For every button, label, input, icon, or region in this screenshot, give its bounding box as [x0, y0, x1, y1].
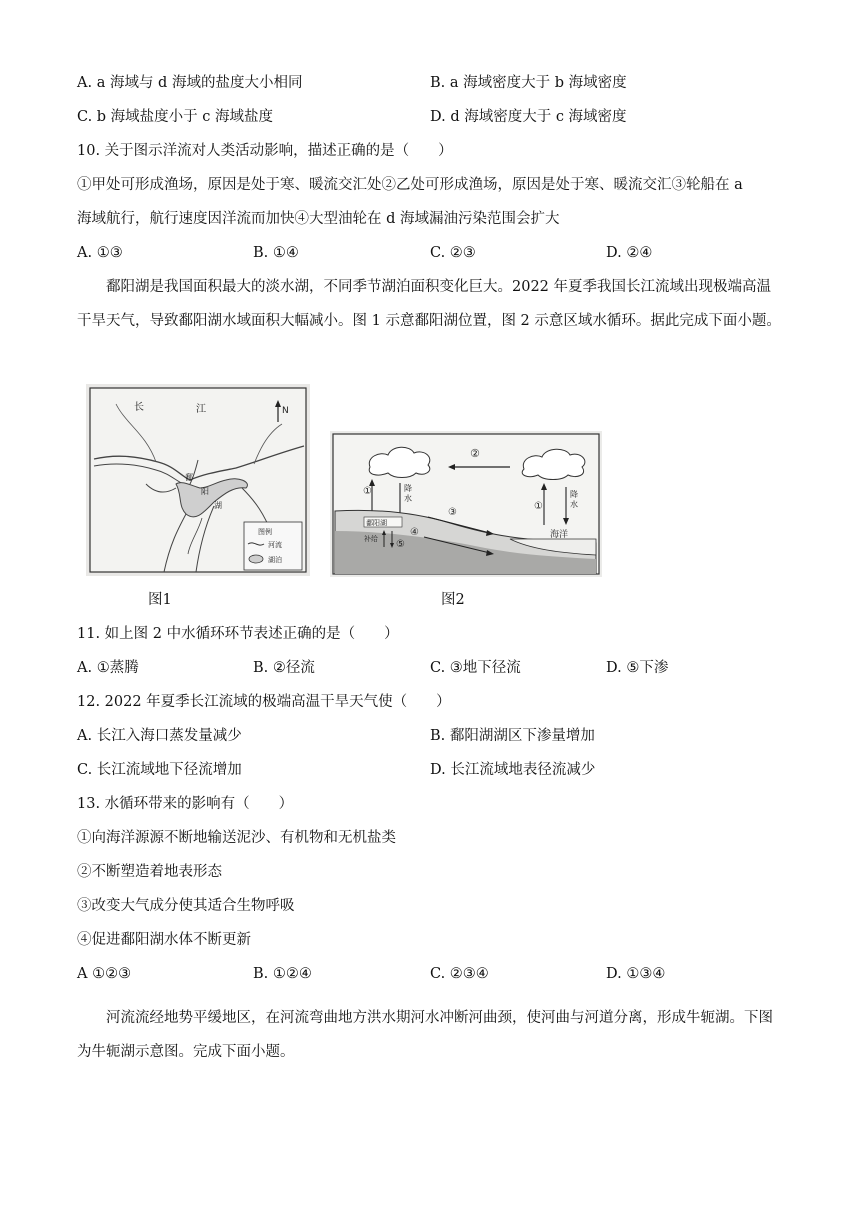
rain-right-1: 降 — [570, 490, 578, 499]
q11-option-a: A. ①蒸腾 — [77, 660, 139, 676]
q9-option-a: A. a 海域与 d 海域的盐度大小相同 — [77, 75, 303, 91]
lake-label-3: 湖 — [214, 501, 222, 510]
figure1-map — [86, 384, 310, 576]
q9-option-c: C. b 海域盐度小于 c 海域盐度 — [77, 109, 274, 125]
q10-stem: 10. 关于图示洋流对人类活动影响，描述正确的是（ ） — [77, 143, 453, 159]
ocean-label: 海洋 — [550, 530, 569, 540]
map-label-jiang: 江 — [196, 404, 206, 415]
label-3: ③ — [448, 507, 457, 518]
passage-oxbow-lake: 河流流经地势平缓地区，在河流弯曲地方洪水期河水冲断河曲颈，使河曲与河道分离，形成牛轭湖。下图为牛轭湖示意图。完成下面小题。 — [77, 1010, 773, 1060]
q10-option-d: D. ②④ — [606, 245, 653, 261]
q9-option-b: B. a 海域密度大于 b 海域密度 — [430, 75, 627, 91]
q10-statements-line1: ①甲处可形成渔场，原因是处于寒、暖流交汇处②乙处可形成渔场，原因是处于寒、暖流交汇③轮船在 a — [77, 177, 743, 193]
water-cycle-diagram — [330, 431, 602, 577]
legend-lake: 湖泊 — [268, 556, 282, 564]
q11-option-d: D. ⑤下渗 — [606, 660, 669, 676]
q12-option-d: D. 长江流域地表径流减少 — [430, 762, 596, 778]
q10-option-a: A. ①③ — [77, 245, 123, 261]
rain-left-2: 水 — [404, 494, 412, 503]
q9-option-d: D. d 海域密度大于 c 海域密度 — [430, 109, 627, 125]
lake-label-1: 鄱 — [185, 473, 193, 482]
q13-statement-3: ③改变大气成分使其适合生物呼吸 — [77, 898, 295, 914]
north-label: N — [282, 406, 289, 416]
label-1-left: ① — [363, 486, 372, 497]
figure1-caption: 图1 — [148, 592, 172, 608]
lake-label-2: 阳 — [201, 487, 209, 496]
label-2: ② — [470, 447, 480, 460]
q13-statement-1: ①向海洋源源不断地输送泥沙、有机物和无机盐类 — [77, 830, 396, 846]
label-1-right: ① — [534, 501, 543, 512]
rain-left-1: 降 — [404, 484, 412, 493]
label-4: ④ — [410, 527, 419, 538]
q11-option-c: C. ③地下径流 — [430, 660, 521, 676]
q12-option-a: A. 长江入海口蒸发量减少 — [77, 728, 242, 744]
figure2-caption: 图2 — [441, 592, 465, 608]
lake-label: 鄱阳湖 — [366, 519, 387, 527]
q12-stem: 12. 2022 年夏季长江流域的极端高温干旱天气使（ ） — [77, 694, 451, 710]
legend-river: 河流 — [268, 541, 282, 549]
q13-option-c: C. ②③④ — [430, 966, 489, 982]
passage-poyang: 鄱阳湖是我国面积最大的淡水湖，不同季节湖泊面积变化巨大。2022 年夏季我国长江流域出现极端高温干旱天气，导致鄱阳湖水域面积大幅减小。图 1 示意鄱阳湖位置，图 2 示意区域水循环。据此完成下面小题。 — [77, 279, 781, 329]
q13-option-b: B. ①②④ — [253, 966, 312, 982]
q13-statement-4: ④促进鄱阳湖水体不断更新 — [77, 932, 251, 948]
q11-stem: 11. 如上图 2 中水循环环节表述正确的是（ ） — [77, 626, 399, 642]
q13-statement-2: ②不断塑造着地表形态 — [77, 864, 222, 880]
q10-option-b: B. ①④ — [253, 245, 299, 261]
q11-option-b: B. ②径流 — [253, 660, 315, 676]
label-5: ⑤ — [396, 539, 405, 550]
q12-option-b: B. 鄱阳湖湖区下渗量增加 — [430, 728, 595, 744]
q12-option-c: C. 长江流域地下径流增加 — [77, 762, 242, 778]
q13-stem: 13. 水循环带来的影响有（ ） — [77, 796, 294, 812]
figure2-water-cycle — [330, 431, 602, 577]
supply-label: 补给 — [364, 535, 378, 543]
rain-right-2: 水 — [570, 500, 578, 509]
q13-option-d: D. ①③④ — [606, 966, 666, 982]
q10-option-c: C. ②③ — [430, 245, 476, 261]
q10-statements-line2: 海域航行，航行速度因洋流而加快④大型油轮在 d 海域漏油污染范围会扩大 — [77, 211, 560, 227]
legend-title: 图例 — [258, 528, 272, 536]
map-label-chang: 长 — [134, 402, 144, 413]
poyang-location-map — [86, 384, 310, 576]
q13-option-a: A ①②③ — [77, 966, 132, 982]
